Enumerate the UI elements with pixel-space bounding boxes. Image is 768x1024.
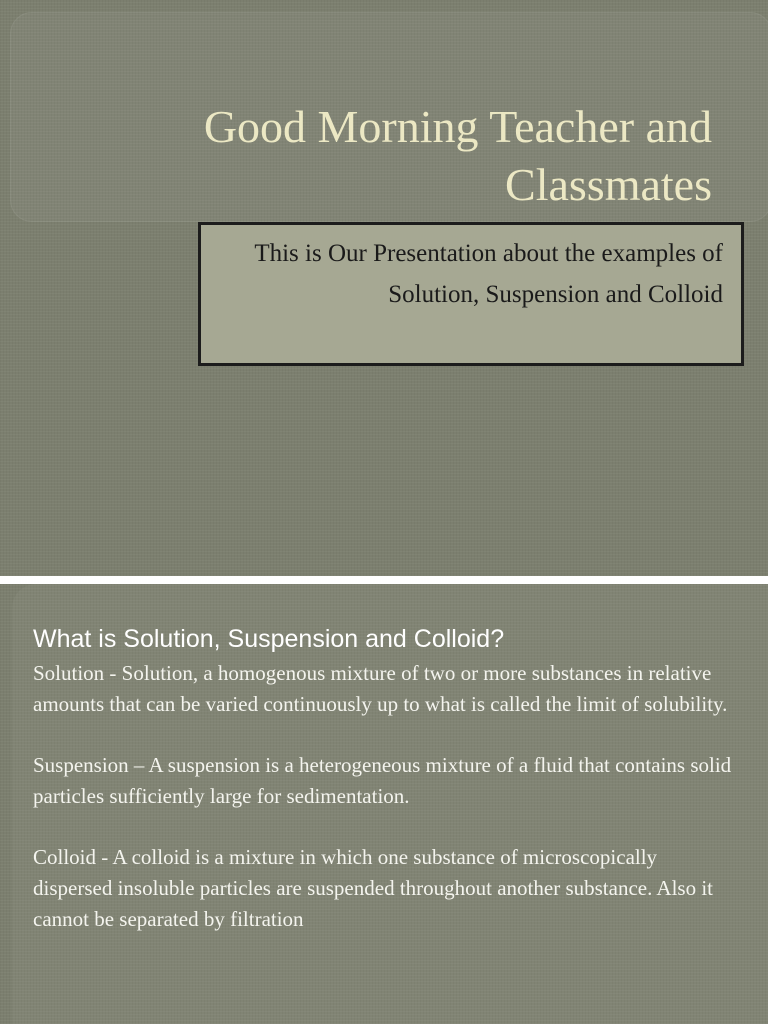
definitions-body [33,658,733,965]
suspension-definition: Suspension – A suspension is a heterogeneous mixture of a fluid that contains solid particles sufficiently large for sedimentation. [33,753,732,808]
subtitle-box [198,222,744,366]
slide-definitions [0,584,768,1024]
slide-title-text: Good Morning Teacher and Classmates [203,101,712,210]
slide-divider [0,576,768,584]
colloid-definition: Colloid - A colloid is a mixture in which one substance of microscopically dispersed insoluble particles are suspended throughout another substance. Also it cannot be separated by filtration [33,845,714,931]
solution-definition: Solution - Solution, a homogenous mixture of two or more substances in relative amounts that can be varied continuously up to what is called the limit of solubility. [33,661,728,716]
definitions-heading: What is Solution, Suspension and Colloid? [33,625,505,653]
subtitle-text: This is Our Presentation about the examples of Solution, Suspension and Colloid [254,240,723,308]
